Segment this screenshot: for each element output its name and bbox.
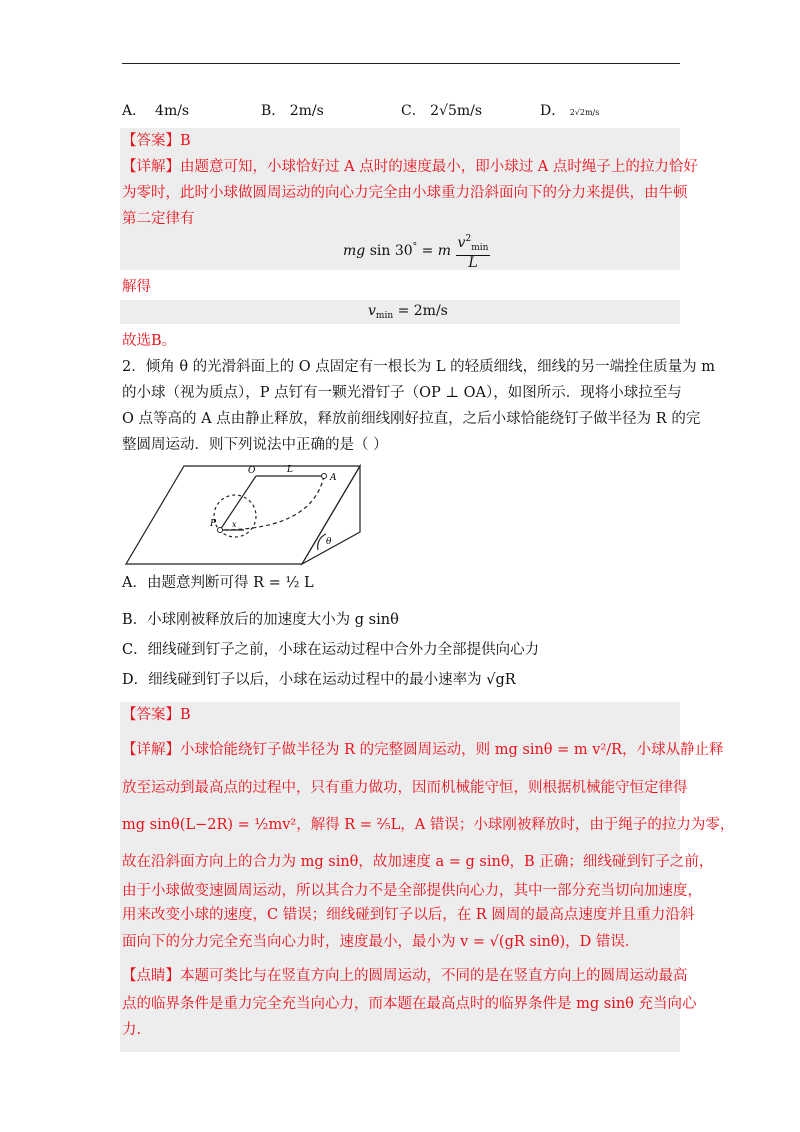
incline-figure <box>122 458 392 573</box>
option-d: D． 2√2m/s <box>540 103 600 119</box>
header-rule <box>122 63 680 64</box>
ball <box>218 528 223 533</box>
q1-detail-line-2: 为零时，此时小球做圆周运动的向心力完全由小球重力沿斜面向下的分力来提供，由牛顿 <box>122 185 688 201</box>
q2-option-b: B．小球刚被释放后的加速度大小为 g sinθ <box>122 612 399 628</box>
q1-choose: 故选B。 <box>122 333 177 349</box>
q1-answer: 【答案】B <box>122 133 191 149</box>
q2-detail-line-3: mg sinθ(L−2R) = ½mv²，解得 R = ⅖L，A 错误；小球刚被释放时，由于绳子的拉力为零， <box>122 817 735 833</box>
q2-stem-line-2: 的小球（视为质点），P 点钉有一颗光滑钉子（OP ⊥ OA），如图所示．现将小球拉至与 <box>122 385 682 401</box>
label-x: x <box>232 520 237 529</box>
q2-option-d: D．细线碰到钉子以后，小球在运动过程中的最小速率为 √gR <box>122 672 516 688</box>
q2-point-line-3: 力. <box>122 1022 142 1038</box>
q2-detail-line-6: 用来改变小球的速度，C 错误；细线碰到钉子以后，在 R 圆周的最高点速度并且重力沿斜 <box>122 907 695 923</box>
q2-point-line-2: 点的临界条件是重力完全充当向心力，而本题在最高点时的临界条件是 mg sinθ 充当向心 <box>122 996 697 1012</box>
label-l: L <box>287 465 293 475</box>
q2-detail-line-4: 故在沿斜面方向上的合力为 mg sinθ，故加速度 a = g sinθ，B 正确；细线碰到钉子之前， <box>122 854 714 870</box>
q1-equation-1: mg sin 30° = m $\frac{v^2_{min}}{L}$ <box>343 234 489 271</box>
label-o: O <box>248 466 256 476</box>
q2-stem-line-4: 整圆周运动．则下列说法中正确的是（ ） <box>122 437 388 453</box>
q1-detail-line-1: 【详解】由题意可知，小球恰好过 A 点时的速度最小，即小球过 A 点时绳子上的拉力恰好 <box>122 159 698 175</box>
q1-detail-line-3: 第二定律有 <box>122 211 195 227</box>
q2-stem-line-3: O 点等高的 A 点由静止释放，释放前细线刚好拉直，之后小球恰能绕钉子做半径为 R 的完 <box>122 411 701 427</box>
label-a: A <box>330 473 337 483</box>
incline-plane <box>126 466 360 564</box>
q1-equation-2: $v_{min} = 2m/s$ <box>368 303 448 321</box>
q2-detail-line-1: 【详解】小球恰能绕钉子做半径为 R 的完整圆周运动，则 mg sinθ = m v²/R，小球从静止释 <box>122 742 724 758</box>
q2-detail-line-7: 面向下的分力完全充当向心力时，速度最小，最小为 v = √(gR sinθ)，D 错误． <box>122 934 640 950</box>
q2-option-a: A．由题意判断可得 R = ½ L <box>122 575 314 591</box>
option-a: A． 4m/s <box>122 103 190 119</box>
point-a <box>322 474 327 479</box>
q2-point-line-1: 【点睛】本题可类比与在竖直方向上的圆周运动，不同的是在竖直方向上的圆周运动最高 <box>122 968 688 984</box>
q2-detail-line-5: 由于小球做变速圆周运动，所以其合力不是全部提供向心力，其中一部分充当切向加速度， <box>122 883 702 899</box>
q2-option-c: C．细线碰到钉子之前，小球在运动过程中合外力全部提供向心力 <box>122 642 540 658</box>
q2-stem-line-1: 2．倾角 θ 的光滑斜面上的 O 点固定有一根长为 L 的轻质细线，细线的另一端拴住质量为 m <box>122 359 715 375</box>
label-p: P <box>210 519 217 529</box>
option-c: C． 2√5m/s <box>401 103 483 119</box>
option-b: B． 2m/s <box>261 103 324 119</box>
q2-detail-line-2: 放至运动到最高点的过程中，只有重力做功，因而机械能守恒，则根据机械能守恒定律得 <box>122 780 688 796</box>
label-theta: θ <box>326 537 332 547</box>
q2-answer: 【答案】B <box>122 707 191 723</box>
string-op <box>220 476 256 530</box>
q1-solve-label: 解得 <box>122 279 151 295</box>
